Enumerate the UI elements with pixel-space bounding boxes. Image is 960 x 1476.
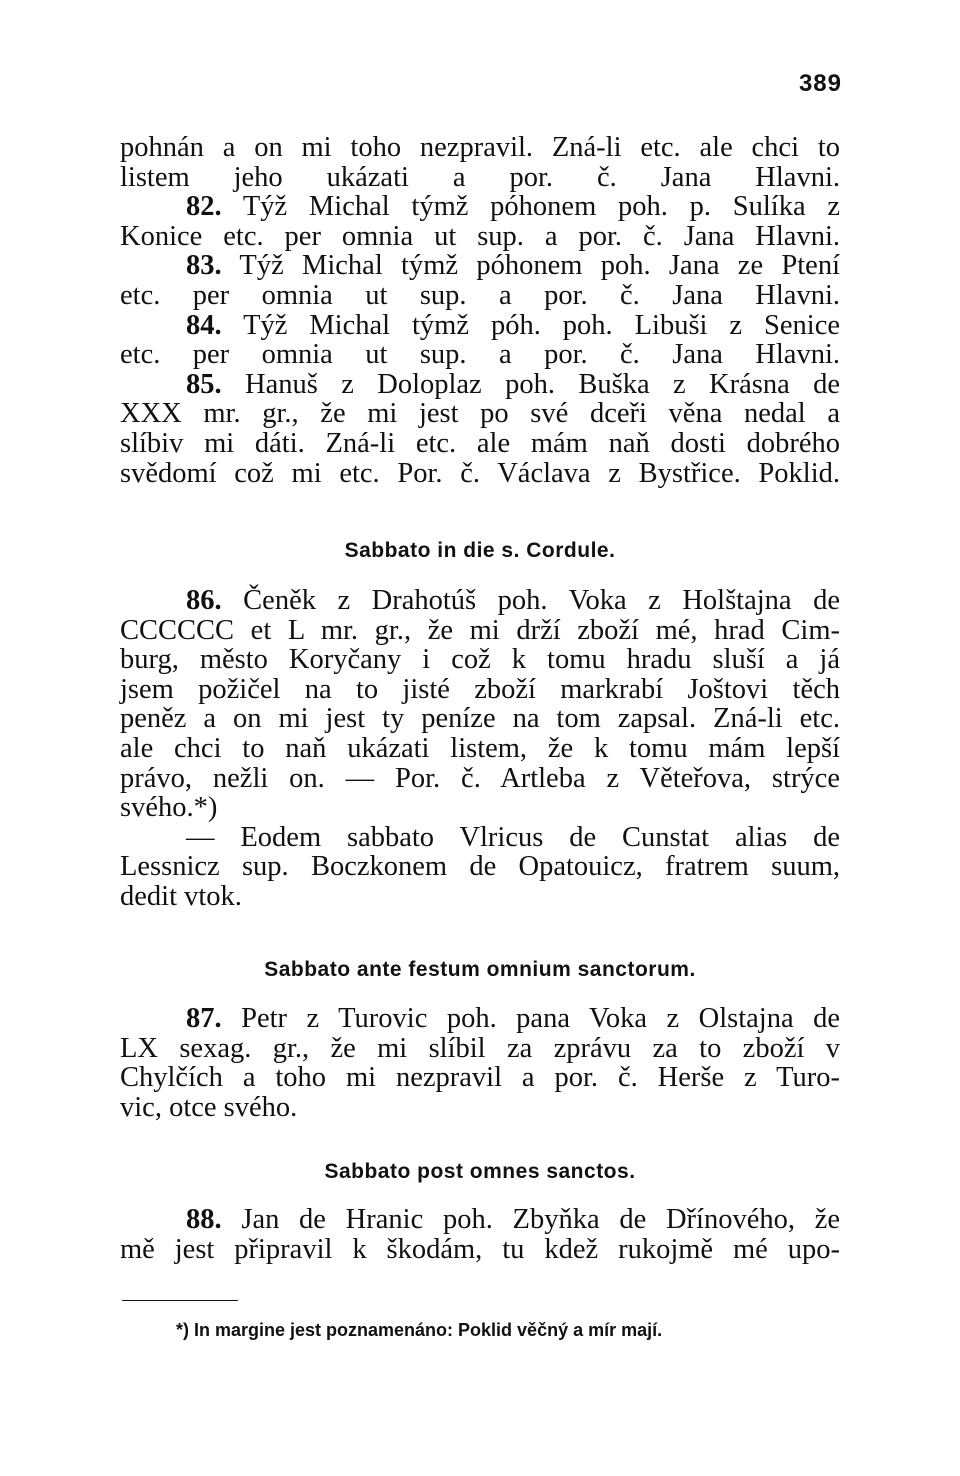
entry-text: Jan de Hranic poh. Zbyňka de Dřínového, že: [221, 1204, 840, 1235]
text-line: peněz a on mi jest ty peníze na tom zapsal. Zná-li etc.: [120, 703, 840, 735]
text-line: pohnán a on mi toho nezpravil. Zná-li etc. ale chci to: [120, 132, 840, 163]
text-line: — Eodem sabbato Vlricus de Cunstat alias de: [186, 821, 840, 853]
text-line: Konice etc. per omnia ut sup. a por. č. Jana Hlavni.: [120, 220, 840, 252]
text-line: svého.*): [120, 792, 218, 824]
entry-number: 86.: [186, 585, 222, 616]
entry-text: Týž Michal týmž póhonem poh. p. Sulíka z: [221, 191, 840, 223]
text-line: [120, 1004, 840, 1034]
text-line: dedit vtok.: [120, 880, 242, 912]
text-line: burg, město Koryčany i což k tomu hradu sluší a já: [120, 644, 840, 676]
text-line: [120, 586, 840, 616]
entry-text: Týž Michal týmž póh. poh. Libuši z Senice: [221, 309, 840, 341]
entry-number: 88.: [186, 1204, 222, 1235]
text-block-entry-88: [120, 1205, 840, 1264]
footnote: *) In margine jest poznamenáno: Poklid věčný a mír mají.: [176, 1320, 663, 1340]
text-block-entry-87: [120, 1004, 840, 1122]
text-line: listem jeho ukázati a por. č. Jana Hlavni.: [120, 161, 840, 193]
entry-text: Týž Michal týmž póhonem poh. Jana ze Ptení: [221, 250, 840, 282]
section-heading-post-omnes-sanctos: Sabbato post omnes sanctos.: [324, 1160, 636, 1183]
text-line: CCCCCC et L mr. gr., že mi drží zboží mé, hrad Cim-: [120, 614, 840, 646]
text-line: [120, 1205, 840, 1235]
text-line: Chylčích a toho mi nezpravil a por. č. Herše z Turo-: [120, 1062, 840, 1094]
text-block-entry-86: [120, 586, 840, 912]
text-line: svědomí což mi etc. Por. č. Václava z Bystřice. Poklid.: [120, 457, 840, 489]
entry-text: Petr z Turovic poh. pana Voka z Olstajna de: [221, 1003, 840, 1034]
text-line: [120, 192, 840, 222]
text-line: jsem požičel na to jisté zboží markrabí Joštovi těch: [120, 673, 840, 705]
text-line: mě jest připravil k škodám, tu kdež rukojmě mé upo-: [120, 1233, 840, 1265]
text-line: [120, 251, 840, 281]
section-heading-cordule: Sabbato in die s. Cordule.: [344, 539, 616, 562]
text-line: [120, 370, 840, 400]
entry-number: 85.: [186, 368, 222, 400]
text-line: LX sexag. gr., že mi slíbil za zprávu za to zboží v: [120, 1032, 840, 1064]
text-line: [120, 311, 840, 341]
entry-number: 82.: [186, 191, 222, 223]
entry-text: Hanuš z Doloplaz poh. Buška z Krásna de: [221, 368, 840, 400]
page-number: 389: [798, 70, 842, 97]
entry-number: 83.: [186, 250, 222, 282]
footnote-rule: [122, 1300, 238, 1301]
text-line: etc. per omnia ut sup. a por. č. Jana Hlavni.: [120, 339, 840, 371]
entry-text: Čeněk z Drahotúš poh. Voka z Holštajna de: [221, 585, 840, 616]
entry-number: 87.: [186, 1003, 222, 1034]
text-line: Lessnicz sup. Boczkonem de Opatouicz, fratrem suum,: [120, 851, 840, 883]
entry-number: 84.: [186, 309, 222, 341]
section-heading-omnium-sanctorum: Sabbato ante festum omnium sanctorum.: [264, 958, 696, 981]
text-line: ale chci to naň ukázati listem, že k tomu mám lepší: [120, 732, 840, 764]
text-line: XXX mr. gr., že mi jest po své dceři věna nedal a: [120, 398, 840, 430]
text-line: slíbiv mi dáti. Zná-li etc. ale mám naň dosti dobrého: [120, 427, 840, 459]
text-block-entries-82-85: [120, 133, 840, 488]
text-line: právo, nežli on. — Por. č. Artleba z Věteřova, strýce: [120, 762, 840, 794]
text-line: etc. per omnia ut sup. a por. č. Jana Hlavni.: [120, 279, 840, 311]
text-line: vic, otce svého.: [120, 1091, 298, 1123]
